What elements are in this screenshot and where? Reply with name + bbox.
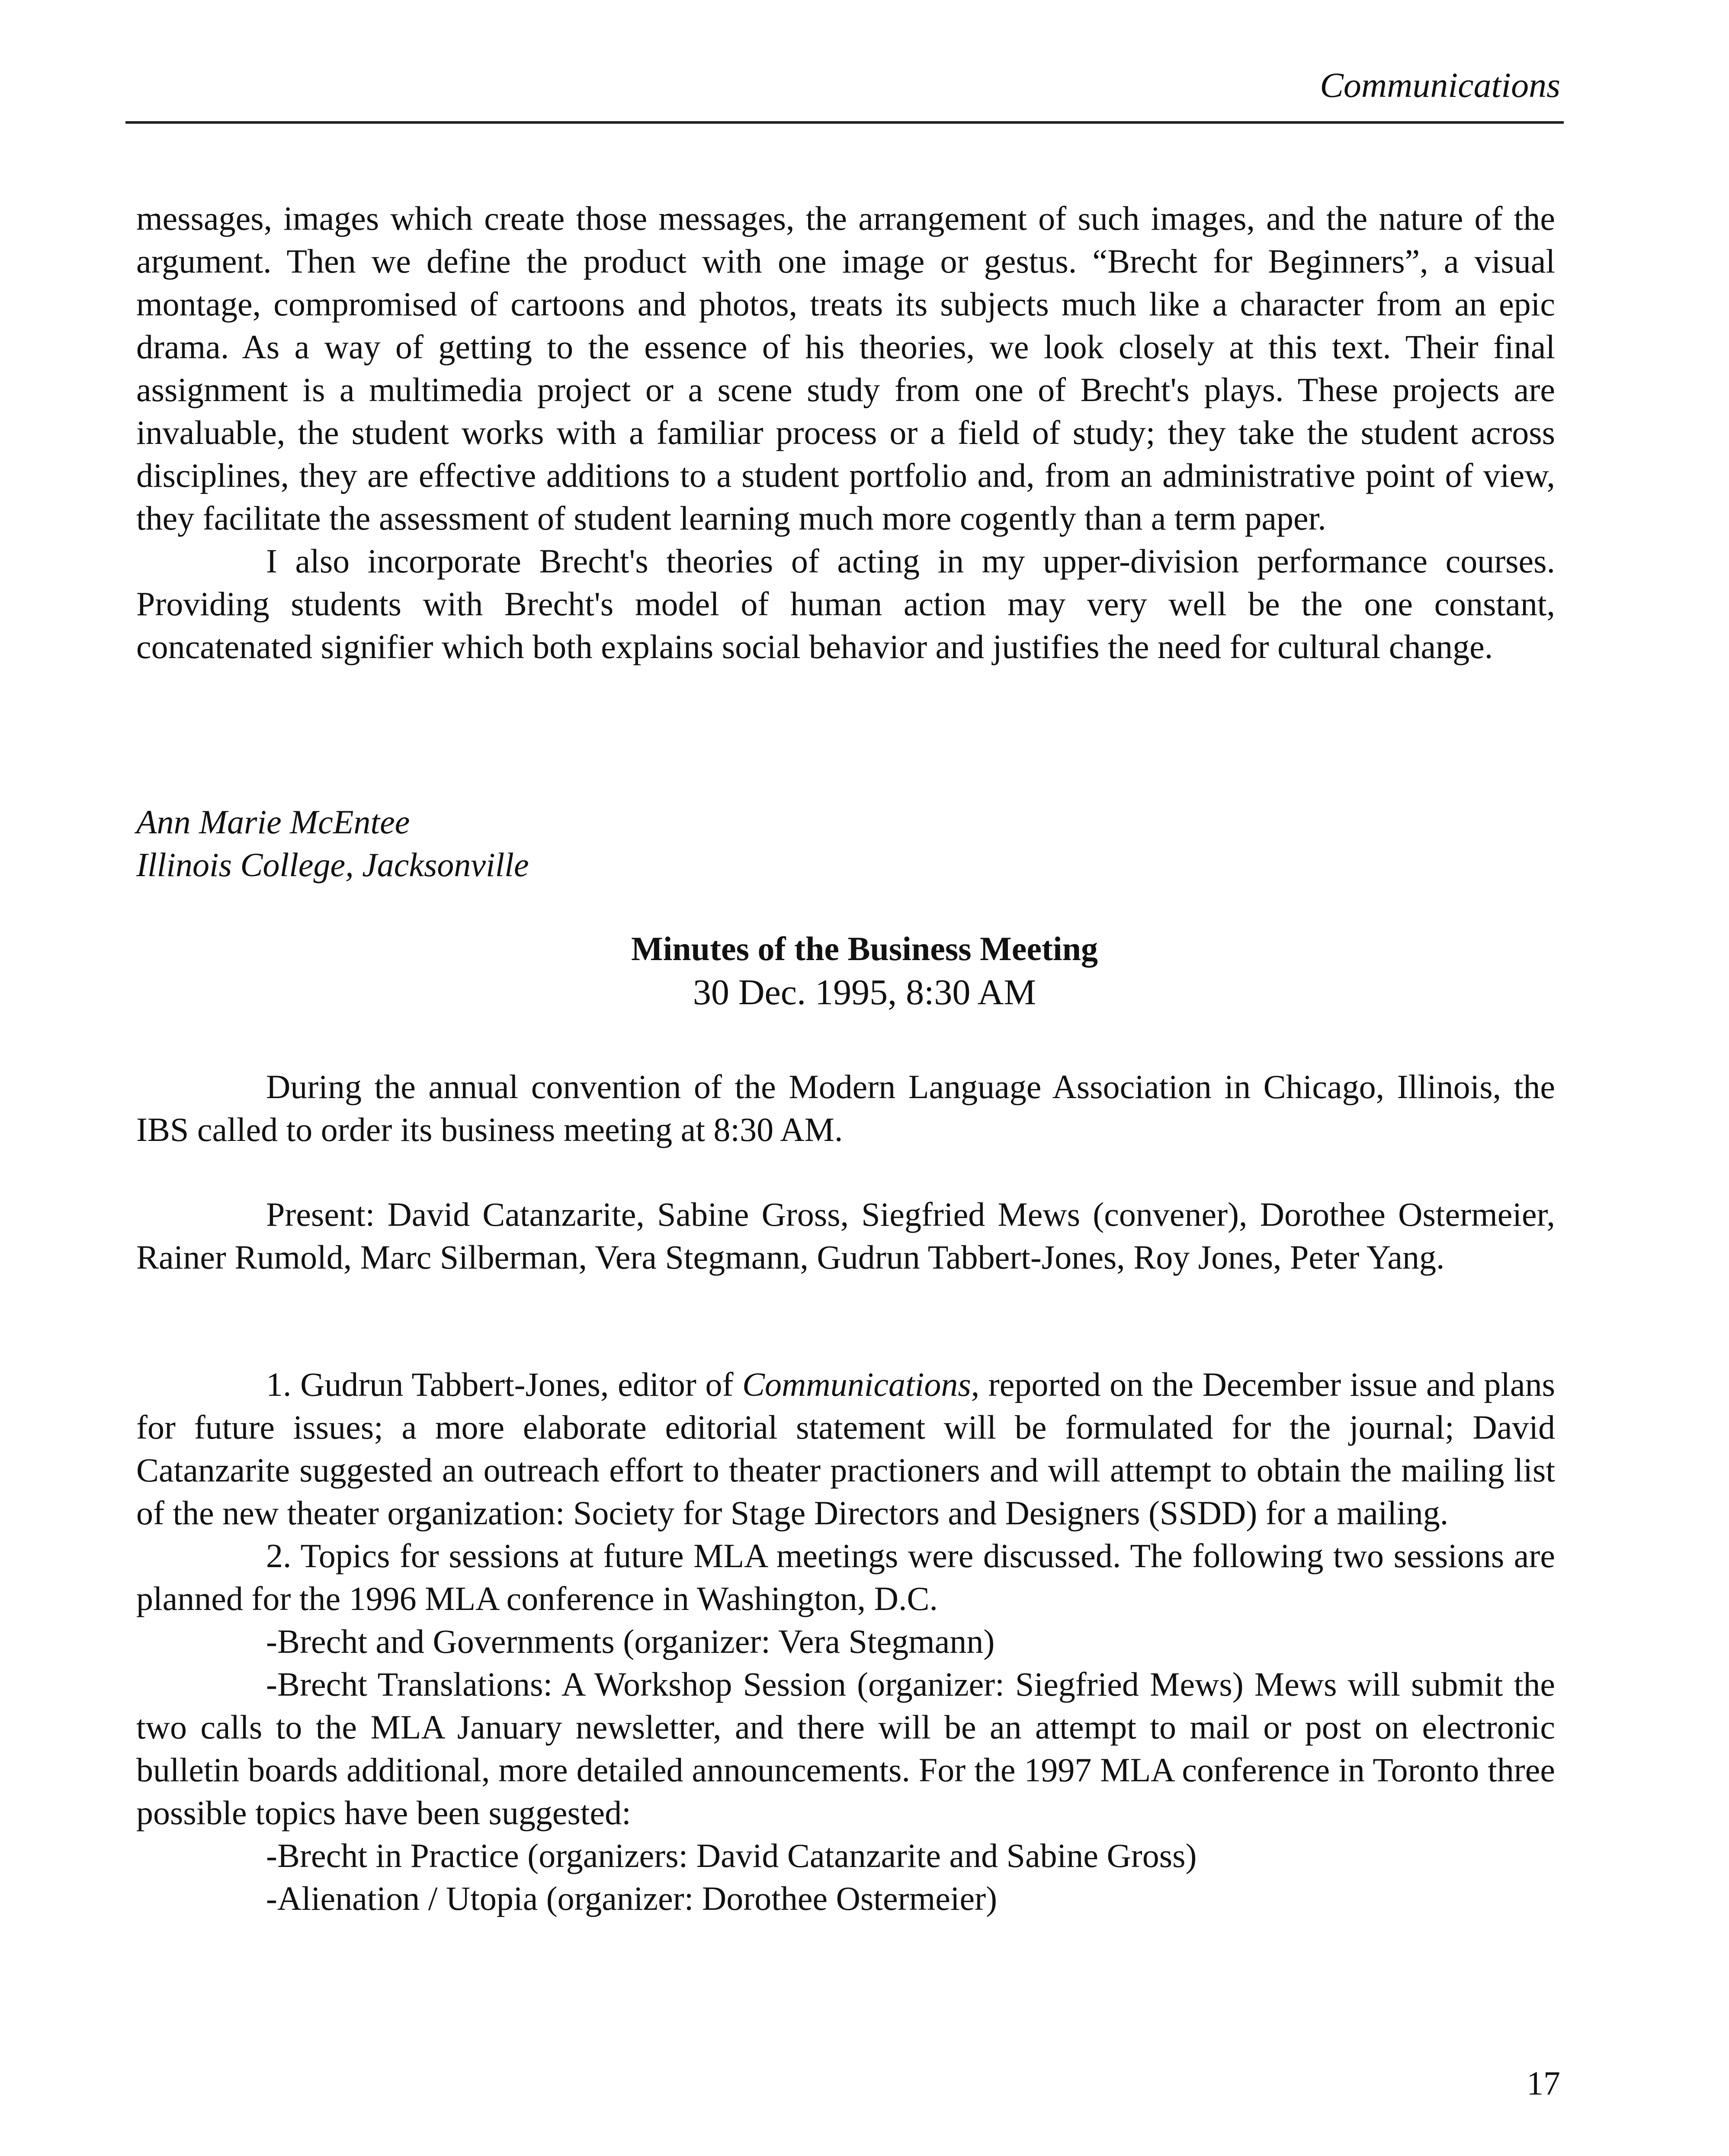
minutes-opening-block [136,1065,1555,1151]
intro-paragraph-2: I also incorporate Brecht's theories of acting in my upper-division performance courses. Providing students with Brecht's model of human action may very well be the one constant, concatenated signifier which both explains social behavior and justifies the need for cultural change. [136,542,1555,665]
attendees-list: Present: David Catanzarite, Sabine Gross, Siegfried Mews (convener), Dorothee Ostermeier, Rainer Rumold, Marc Silberman, Vera Stegmann, Gudrun Tabbert-Jones, Roy Jones, Peter Yang. [136,1195,1555,1276]
session-1996-translations: -Brecht Translations: A Workshop Session (organizer: Siegfried Mews) Mews will submit the two calls to the MLA January newsletter, and there will be an attempt to mail or post on electronic bulletin boards additional, more detailed announcements. For the 1997 MLA conference in Toronto three possible topics have been suggested: [136,1665,1555,1831]
minutes-title: Minutes of the Business Meeting [631,930,1098,967]
agenda-item-1-prefix: 1. Gudrun Tabbert-Jones, editor of [266,1366,743,1403]
agenda-item-1-rest: , reported on the December issue and plans for future issues; a more elaborate editorial statement will be formulated for the journal; David Catanzarite suggested an outreach effort to theater practioners and will attempt to obtain the mailing list of the new theater organization: Society for Stage Directors and Designers (SSDD) for a mailing. [136,1366,1555,1532]
minutes-opening: During the annual convention of the Modern Language Association in Chicago, Illinois, the IBS called to order its business meeting at 8:30 AM. [136,1068,1555,1148]
header-rule [125,121,1564,124]
author-signature [136,800,529,886]
running-header: Communications [1320,65,1560,105]
author-name: Ann Marie McEntee [136,803,410,841]
session-1997-alienation: -Alienation / Utopia (organizer: Dorothee Ostermeier) [266,1880,998,1917]
session-1997-practice: -Brecht in Practice (organizers: David Catanzarite and Sabine Gross) [266,1837,1197,1874]
journal-title: Communications [742,1366,971,1403]
minutes-date: 30 Dec. 1995, 8:30 AM [693,972,1036,1012]
agenda-item-1 [136,1363,1555,1534]
page-number: 17 [1527,2064,1560,2102]
intro-text [136,197,1555,668]
intro-paragraph-1: messages, images which create those messages, the arrangement of such images, and the nature of the argument. Then we define the product with one image or gestus. “Brecht for Beginners”, a visual montage, compromised of cartoons and photos, treats its subjects much like a character from an epic drama. As a way of getting to the essence of his theories, we look closely at this text. Their final assignment is a multimedia project or a scene study from one of Brecht's plays. These projects are invaluable, the student works with a familiar process or a field of study; they take the student across disciplines, they are effective additions to a student portfolio and, from an administrative point of view, they facilitate the assessment of student learning much more cogently than a term paper. [136,199,1555,537]
agenda-item-2: 2. Topics for sessions at future MLA meetings were discussed. The following two sessions are planned for the 1996 MLA conference in Washington, D.C. [136,1537,1555,1617]
attendees-block [136,1193,1555,1279]
session-1996-governments: -Brecht and Governments (organizer: Vera Stegmann) [266,1623,995,1660]
agenda-items [136,1363,1555,1920]
author-affiliation: Illinois College, Jacksonville [136,846,529,884]
